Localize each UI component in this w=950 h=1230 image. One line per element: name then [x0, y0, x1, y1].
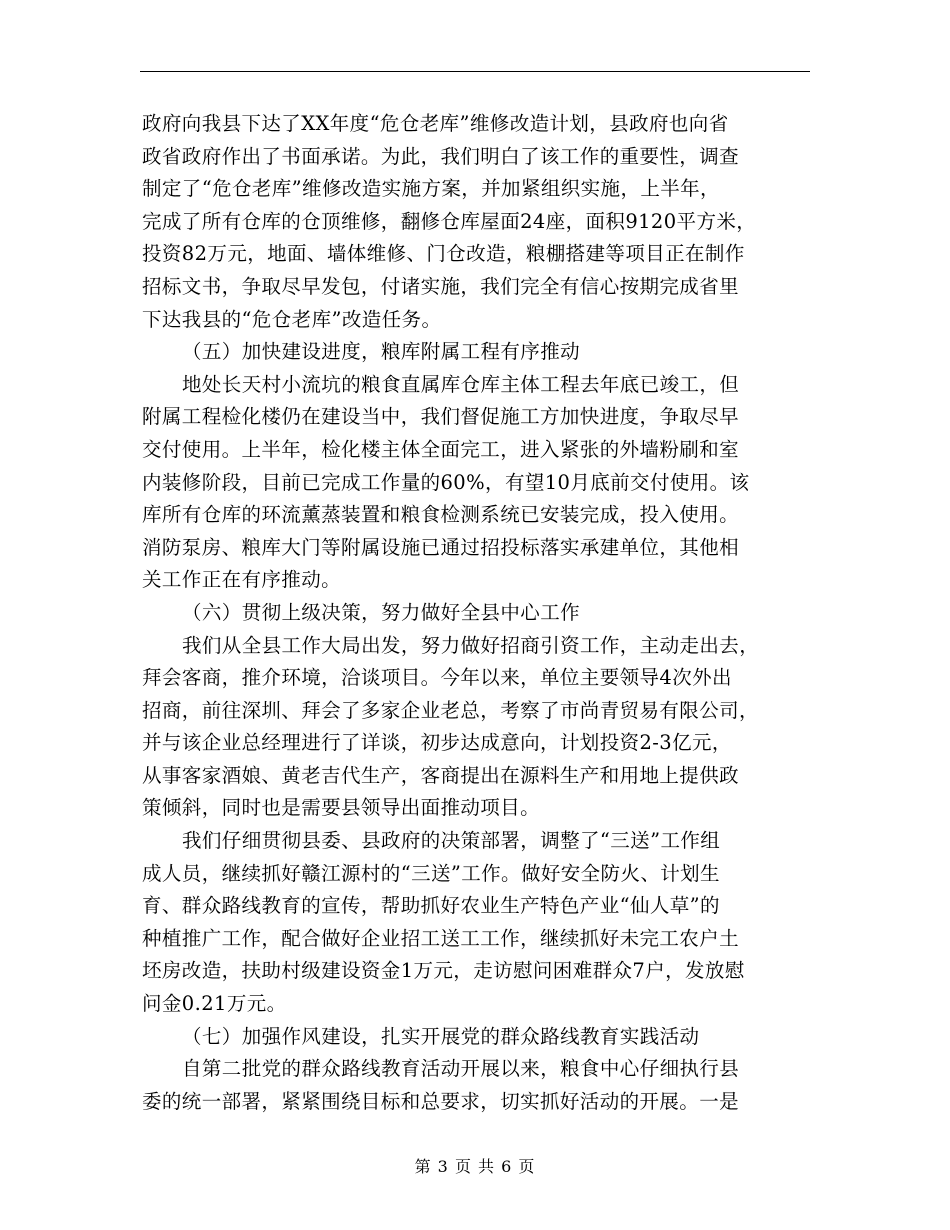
- text-line: 政省政府作出了书面承诺。为此，我们明白了该工作的重要性，调查: [142, 144, 740, 168]
- section-heading-6: （六）贯彻上级决策，努力做好全县中心工作: [182, 600, 581, 624]
- text-line: 从事客家酒娘、黄老吉代生产，客商提出在源料生产和用地上提供政: [142, 763, 740, 787]
- paragraph-first-line: 地处长天村小流坑的粮食直属库仓库主体工程去年底已竣工，但: [182, 372, 740, 396]
- text-line: 内装修阶段，目前已完成工作量的60%，有望10月底前交付使用。该: [142, 470, 750, 494]
- text-line: 完成了所有仓库的仓顶维修，翻修仓库屋面24座，面积9120平方米，: [142, 209, 757, 233]
- text-line: 关工作正在有序推动。: [142, 568, 342, 592]
- text-line: 育、群众路线教育的宣传，帮助抓好农业生产特色产业“仙人草”的: [142, 894, 720, 918]
- section-heading-7: （七）加强作风建设，扎实开展党的群众路线教育实践活动: [182, 1024, 700, 1048]
- text-line: 坯房改造，扶助村级建设资金1万元，走访慰问困难群众7户，发放慰: [142, 959, 745, 983]
- text-line: 下达我县的“危仓老库”改造任务。: [142, 307, 442, 331]
- text-line: 消防泵房、粮库大门等附属设施已通过招投标落实承建单位，其他相: [142, 535, 740, 559]
- text-line: 投资82万元，地面、墙体维修、门仓改造，粮棚搭建等项目正在制作: [142, 242, 745, 266]
- text-line: 招标文书，争取尽早发包，付诸实施，我们完全有信心按期完成省里: [142, 274, 740, 298]
- text-line: 招商，前往深圳、拜会了多家企业老总，考察了市尚青贸易有限公司，: [142, 698, 759, 722]
- text-line: 策倾斜，同时也是需要县领导出面推动项目。: [142, 796, 541, 820]
- paragraph-first-line: 我们从全县工作大局出发，努力做好招商引资工作，主动走出去，: [182, 633, 760, 657]
- text-line: 库所有仓库的环流薰蒸装置和粮食检测系统已安装完成，投入使用。: [142, 503, 740, 527]
- text-line: 制定了“危仓老库”维修改造实施方案，并加紧组织实施，上半年，: [142, 177, 720, 201]
- paragraph-first-line: 我们仔细贯彻县委、县政府的决策部署，调整了“三送”工作组: [182, 829, 721, 853]
- header-rule: [140, 71, 810, 72]
- text-line: 成人员，继续抓好赣江源村的“三送”工作。做好安全防火、计划生: [142, 861, 720, 885]
- document-body: [142, 108, 812, 1118]
- text-line: 交付使用。上半年，检化楼主体全面完工，进入紧张的外墙粉刷和室: [142, 437, 740, 461]
- text-line: 种植推广工作，配合做好企业招工送工工作，继续抓好未完工农户土: [142, 926, 740, 950]
- text-line: 委的统一部署，紧紧围绕目标和总要求，切实抓好活动的开展。一是: [142, 1089, 740, 1113]
- text-line: 并与该企业总经理进行了详谈，初步达成意向，计划投资2-3亿元，: [142, 731, 732, 755]
- text-line: 拜会客商，推介环境，洽谈项目。今年以来，单位主要领导4次外出: [142, 666, 732, 690]
- text-line: 问金0.21万元。: [142, 992, 287, 1016]
- text-line: 附属工程检化楼仍在建设当中，我们督促施工方加快进度，争取尽早: [142, 405, 740, 429]
- section-heading-5: （五）加快建设进度，粮库附属工程有序推动: [182, 340, 581, 364]
- page-number-footer: 第 3 页 共 6 页: [414, 1157, 536, 1176]
- text-line: 政府向我县下达了XX年度“危仓老库”维修改造计划，县政府也向省: [142, 112, 729, 135]
- paragraph-first-line: 自第二批党的群众路线教育活动开展以来，粮食中心仔细执行县: [182, 1057, 740, 1081]
